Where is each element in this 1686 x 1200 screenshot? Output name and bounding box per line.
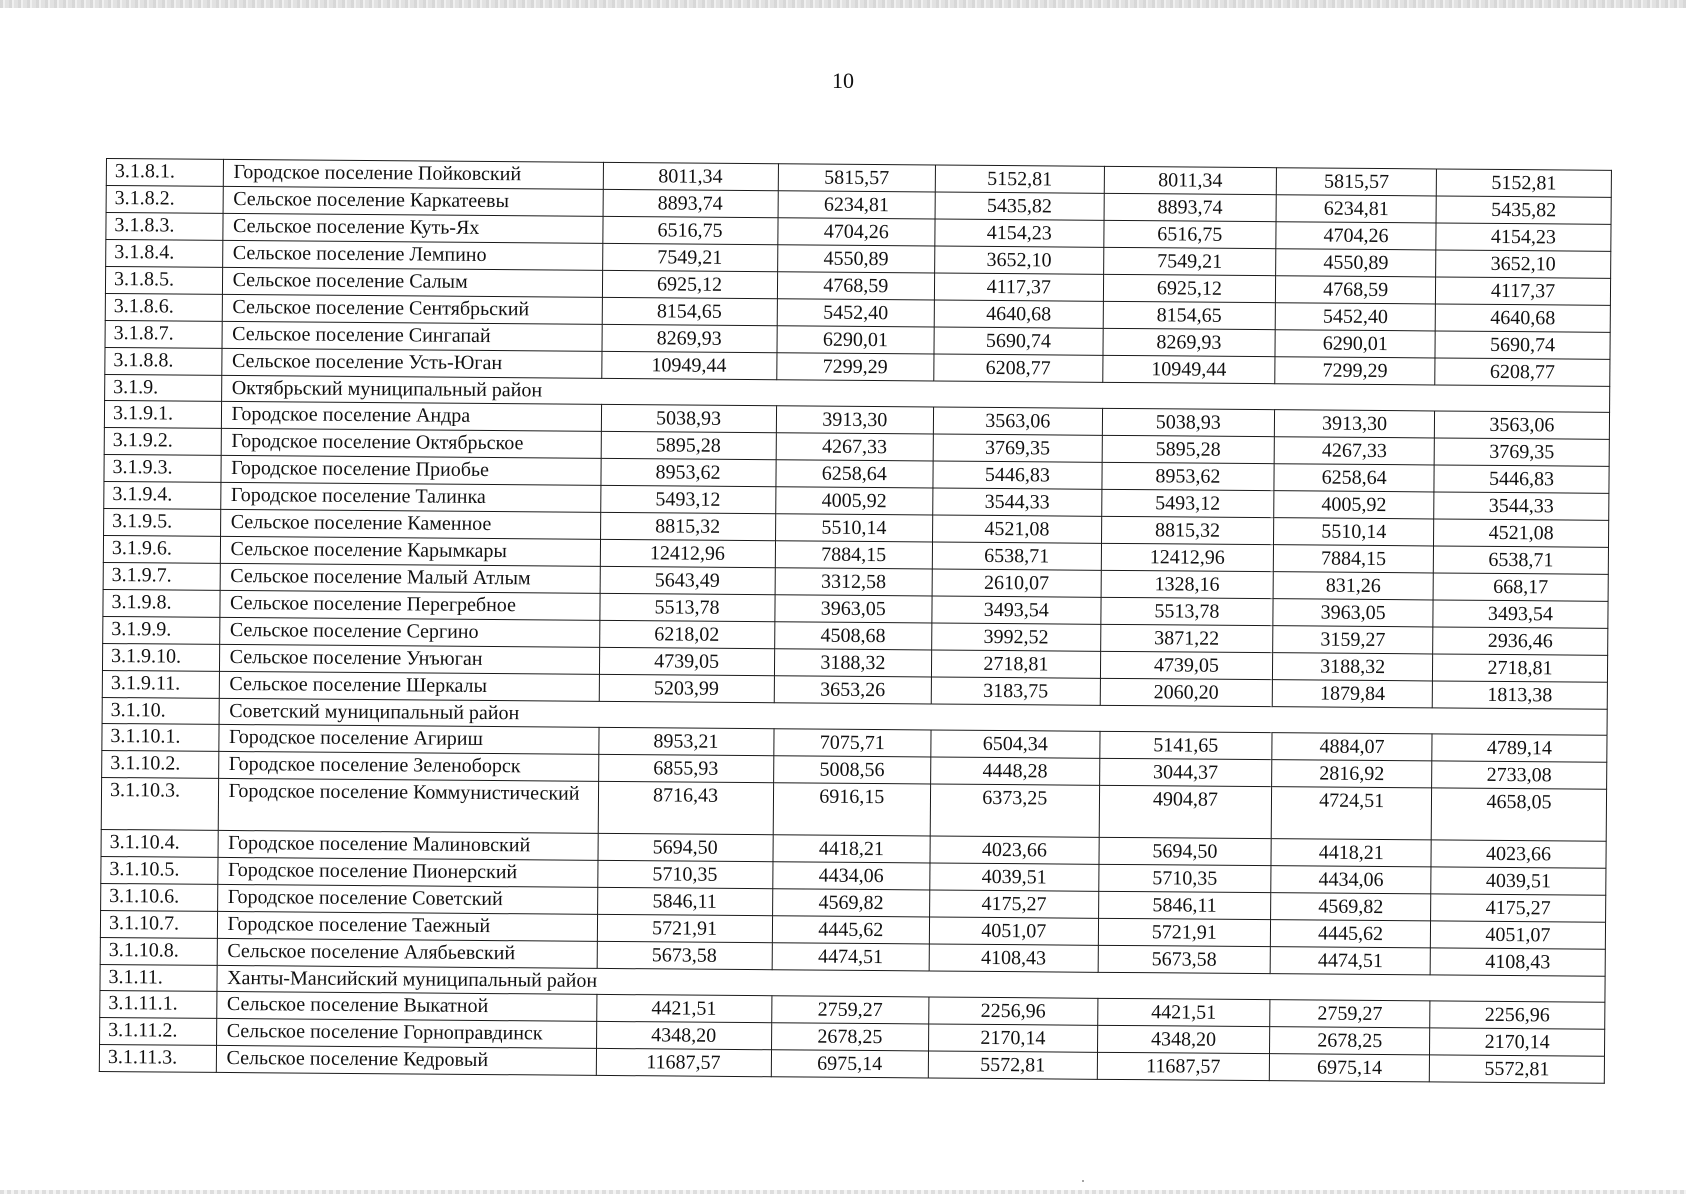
value-cell: 7299,29 — [1275, 357, 1435, 385]
row-code: 3.1.9.1. — [104, 400, 221, 428]
scan-speck — [1082, 1180, 1084, 1182]
value-cell: 5694,50 — [1099, 837, 1272, 865]
value-cell: 3183,75 — [931, 677, 1100, 705]
data-table — [99, 158, 1612, 1084]
settlement-name: Сельское поселение Сергино — [219, 617, 599, 647]
value-cell: 4768,59 — [777, 272, 935, 300]
row-code: 3.1.9.2. — [104, 427, 221, 455]
value-cell: 4658,05 — [1431, 788, 1606, 841]
value-cell: 8953,62 — [601, 458, 776, 486]
value-cell: 5452,40 — [1275, 303, 1435, 331]
settlement-name: Городское поселение Советский — [217, 884, 597, 914]
value-cell: 3188,32 — [774, 649, 932, 677]
value-cell: 4640,68 — [1435, 304, 1610, 332]
settlement-name: Сельское поселение Алябьевский — [217, 938, 597, 968]
settlement-name: Городское поселение Зеленоборск — [218, 751, 598, 781]
value-cell: 3493,54 — [932, 596, 1101, 624]
value-cell: 6258,64 — [1274, 464, 1434, 492]
value-cell: 4117,37 — [1435, 277, 1610, 305]
value-cell: 5141,65 — [1099, 731, 1272, 759]
value-cell: 6975,14 — [771, 1050, 929, 1078]
value-cell: 4421,51 — [596, 994, 771, 1022]
value-cell: 4023,66 — [930, 836, 1099, 864]
value-cell: 8269,93 — [602, 324, 777, 352]
row-code: 3.1.9.6. — [103, 535, 220, 563]
value-cell: 5721,91 — [597, 914, 772, 942]
value-cell: 6925,12 — [1103, 274, 1276, 302]
row-code: 3.1.8.4. — [106, 240, 223, 268]
value-cell: 7549,21 — [602, 243, 777, 271]
value-cell: 4739,05 — [599, 647, 774, 675]
value-cell: 3159,27 — [1273, 626, 1433, 654]
value-cell: 3544,33 — [933, 488, 1102, 516]
value-cell: 2678,25 — [771, 1023, 929, 1051]
row-code: 3.1.11.3. — [99, 1044, 216, 1072]
value-cell: 5435,82 — [935, 192, 1104, 220]
value-cell: 4267,33 — [776, 433, 934, 461]
value-cell: 4508,68 — [774, 622, 932, 650]
value-cell: 5008,56 — [773, 756, 931, 784]
value-cell: 6234,81 — [778, 191, 936, 219]
row-code: 3.1.9.3. — [104, 454, 221, 482]
value-cell: 5452,40 — [777, 299, 935, 327]
value-cell: 2170,14 — [929, 1024, 1098, 1052]
value-cell: 4448,28 — [931, 757, 1100, 785]
value-cell: 6925,12 — [602, 270, 777, 298]
value-cell: 4051,07 — [929, 917, 1098, 945]
value-cell: 4445,62 — [1271, 920, 1431, 948]
value-cell: 4108,43 — [929, 944, 1098, 972]
value-cell: 4005,92 — [1274, 491, 1434, 519]
settlement-name: Сельское поселение Карымкары — [220, 536, 600, 566]
value-cell: 6516,75 — [602, 216, 777, 244]
value-cell: 2256,96 — [929, 997, 1098, 1025]
settlement-name: Сельское поселение Сентябрьский — [222, 294, 602, 324]
value-cell: 6208,77 — [1435, 358, 1610, 386]
value-cell: 5721,91 — [1098, 918, 1271, 946]
value-cell: 5846,11 — [597, 887, 772, 915]
value-cell: 4550,89 — [777, 245, 935, 273]
row-code: 3.1.10.5. — [101, 856, 218, 884]
value-cell: 4474,51 — [772, 943, 930, 971]
value-cell: 3992,52 — [932, 623, 1101, 651]
value-cell: 3653,26 — [774, 676, 932, 704]
value-cell: 7884,15 — [775, 541, 933, 569]
value-cell: 5572,81 — [1429, 1055, 1604, 1083]
row-code: 3.1.8.3. — [106, 213, 223, 241]
value-cell: 4154,23 — [935, 219, 1104, 247]
value-cell: 8011,34 — [1104, 166, 1277, 194]
value-cell: 6516,75 — [1103, 220, 1276, 248]
value-cell: 8815,32 — [600, 512, 775, 540]
value-cell: 5815,57 — [1277, 168, 1437, 196]
value-cell: 4175,27 — [1431, 894, 1606, 922]
value-cell: 7075,71 — [773, 729, 931, 757]
value-cell: 8011,34 — [603, 162, 778, 190]
value-cell: 2060,20 — [1100, 678, 1273, 706]
value-cell: 5895,28 — [1102, 435, 1275, 463]
value-cell: 5710,35 — [1098, 864, 1271, 892]
value-cell: 6855,93 — [598, 754, 773, 782]
value-cell: 3769,35 — [933, 434, 1102, 462]
row-code: 3.1.10. — [102, 697, 219, 724]
settlement-name: Сельское поселение Лемпино — [222, 240, 602, 270]
value-cell: 5673,58 — [597, 941, 772, 969]
value-cell: 5643,49 — [600, 566, 775, 594]
value-cell: 5435,82 — [1436, 196, 1611, 224]
value-cell: 5203,99 — [599, 674, 774, 702]
row-code: 3.1.10.3. — [101, 777, 218, 830]
value-cell: 5510,14 — [1274, 518, 1434, 546]
value-cell: 4704,26 — [777, 218, 935, 246]
value-cell: 7299,29 — [776, 353, 934, 381]
value-cell: 3312,58 — [775, 568, 933, 596]
value-cell: 6208,77 — [934, 354, 1103, 382]
row-code: 3.1.8.8. — [105, 347, 222, 375]
value-cell: 5152,81 — [1436, 169, 1611, 197]
value-cell: 12412,96 — [1101, 543, 1274, 571]
value-cell: 3769,35 — [1434, 438, 1609, 466]
value-cell: 3563,06 — [1434, 411, 1609, 439]
row-code: 3.1.11. — [100, 964, 217, 991]
value-cell: 4051,07 — [1430, 921, 1605, 949]
value-cell: 4704,26 — [1276, 222, 1436, 250]
settlement-name: Сельское поселение Каменное — [220, 509, 600, 539]
value-cell: 2759,27 — [1270, 1000, 1430, 1028]
value-cell: 10949,44 — [601, 351, 776, 379]
settlement-name: Сельское поселение Салым — [222, 267, 602, 297]
value-cell: 8953,62 — [1101, 462, 1274, 490]
value-cell: 5694,50 — [598, 833, 773, 861]
row-code: 3.1.10.2. — [102, 750, 219, 778]
settlement-name: Городское поселение Агириш — [218, 724, 598, 754]
row-code: 3.1.11.1. — [100, 990, 217, 1018]
document-sheet — [99, 158, 1612, 1084]
value-cell: 5510,14 — [775, 514, 933, 542]
value-cell: 3652,10 — [1436, 250, 1611, 278]
value-cell: 3563,06 — [933, 407, 1102, 435]
settlement-name: Городское поселение Малиновский — [218, 830, 598, 860]
value-cell: 6234,81 — [1276, 195, 1436, 223]
value-cell: 3913,30 — [1275, 410, 1435, 438]
row-code: 3.1.10.4. — [101, 829, 218, 857]
value-cell: 5152,81 — [935, 165, 1104, 193]
value-cell: 4569,82 — [772, 889, 930, 917]
value-cell: 4474,51 — [1270, 947, 1430, 975]
value-cell: 12412,96 — [600, 539, 775, 567]
row-code: 3.1.8.2. — [106, 186, 223, 214]
value-cell: 2610,07 — [932, 569, 1101, 597]
value-cell: 4884,07 — [1272, 733, 1432, 761]
value-cell: 4521,08 — [1434, 519, 1609, 547]
value-cell: 3963,05 — [774, 595, 932, 623]
value-cell: 5572,81 — [928, 1051, 1097, 1079]
settlement-name: Сельское поселение Унъюган — [219, 644, 599, 674]
value-cell: 5493,12 — [1101, 489, 1274, 517]
value-cell: 4724,51 — [1271, 787, 1431, 840]
value-cell: 5446,83 — [933, 461, 1102, 489]
value-cell: 3544,33 — [1434, 492, 1609, 520]
value-cell: 4421,51 — [1097, 998, 1270, 1026]
scan-edge-top — [0, 0, 1686, 8]
value-cell: 4348,20 — [1097, 1025, 1270, 1053]
value-cell: 5513,78 — [1100, 597, 1273, 625]
value-cell: 2816,92 — [1272, 760, 1432, 788]
settlement-name: Городское поселение Таежный — [217, 911, 597, 941]
section-title: Октябрьский муниципальный район — [221, 375, 1610, 412]
value-cell: 8953,21 — [598, 727, 773, 755]
value-cell: 6218,02 — [599, 620, 774, 648]
value-cell: 4418,21 — [772, 835, 930, 863]
value-cell: 4154,23 — [1436, 223, 1611, 251]
value-cell: 2733,08 — [1432, 761, 1607, 789]
page-number: 10 — [832, 68, 854, 93]
value-cell: 6258,64 — [775, 460, 933, 488]
table-body — [99, 159, 1611, 1084]
value-cell: 8154,65 — [1103, 301, 1276, 329]
value-cell: 4175,27 — [930, 890, 1099, 918]
row-code: 3.1.10.1. — [102, 723, 219, 751]
value-cell: 3044,37 — [1099, 758, 1272, 786]
value-cell: 6290,01 — [776, 326, 934, 354]
row-code: 3.1.10.6. — [101, 883, 218, 911]
value-cell: 5846,11 — [1098, 891, 1271, 919]
row-code: 3.1.8.6. — [105, 293, 222, 321]
value-cell: 4445,62 — [772, 916, 930, 944]
value-cell: 5038,93 — [601, 404, 776, 432]
value-cell: 1328,16 — [1101, 570, 1274, 598]
value-cell: 8154,65 — [602, 297, 777, 325]
value-cell: 8893,74 — [1104, 193, 1277, 221]
value-cell: 4108,43 — [1430, 948, 1605, 976]
settlement-name: Городское поселение Талинка — [220, 482, 600, 512]
value-cell: 5710,35 — [597, 860, 772, 888]
value-cell: 1879,84 — [1272, 680, 1432, 708]
value-cell: 4789,14 — [1432, 734, 1607, 762]
value-cell: 3913,30 — [776, 406, 934, 434]
value-cell: 6538,71 — [1433, 546, 1608, 574]
value-cell: 2256,96 — [1430, 1001, 1605, 1029]
settlement-name: Городское поселение Приобье — [221, 455, 601, 485]
row-code: 3.1.8.7. — [105, 320, 222, 348]
row-code: 3.1.9. — [105, 374, 222, 401]
settlement-name: Городское поселение Октябрьское — [221, 428, 601, 458]
value-cell: 11687,57 — [1097, 1052, 1270, 1080]
row-code: 3.1.8.1. — [106, 159, 223, 187]
value-cell: 7884,15 — [1274, 545, 1434, 573]
section-title: Советский муниципальный район — [219, 698, 1608, 735]
value-cell: 3188,32 — [1273, 653, 1433, 681]
row-code: 3.1.9.7. — [103, 562, 220, 590]
value-cell: 5815,57 — [778, 164, 936, 192]
value-cell: 4569,82 — [1271, 893, 1431, 921]
value-cell: 5446,83 — [1434, 465, 1609, 493]
value-cell: 4434,06 — [1271, 866, 1431, 894]
row-code: 3.1.9.9. — [103, 616, 220, 644]
value-cell: 5493,12 — [600, 485, 775, 513]
value-cell: 8893,74 — [603, 189, 778, 217]
value-cell: 6975,14 — [1270, 1054, 1430, 1082]
value-cell: 2678,25 — [1270, 1027, 1430, 1055]
value-cell: 4267,33 — [1274, 437, 1434, 465]
value-cell: 6373,25 — [930, 784, 1099, 837]
value-cell: 4640,68 — [934, 300, 1103, 328]
value-cell: 10949,44 — [1102, 355, 1275, 383]
value-cell: 2718,81 — [1432, 654, 1607, 682]
value-cell: 4418,21 — [1271, 839, 1431, 867]
settlement-name: Сельское поселение Куть-Ях — [222, 213, 602, 243]
value-cell: 8716,43 — [598, 781, 773, 834]
value-cell: 8815,32 — [1101, 516, 1274, 544]
row-code: 3.1.9.5. — [104, 508, 221, 536]
row-code: 3.1.8.5. — [105, 267, 222, 295]
value-cell: 2718,81 — [932, 650, 1101, 678]
value-cell: 4434,06 — [772, 862, 930, 890]
value-cell: 6916,15 — [773, 783, 931, 836]
value-cell: 4039,51 — [930, 863, 1099, 891]
value-cell: 2759,27 — [771, 996, 929, 1024]
row-code: 3.1.10.8. — [100, 937, 217, 965]
value-cell: 5673,58 — [1098, 945, 1271, 973]
row-code: 3.1.9.10. — [102, 643, 219, 671]
settlement-name: Городское поселение Андра — [221, 401, 601, 431]
value-cell: 4023,66 — [1431, 840, 1606, 868]
row-code: 3.1.9.4. — [104, 481, 221, 509]
settlement-name: Городское поселение Пионерский — [217, 857, 597, 887]
settlement-name: Сельское поселение Кедровый — [216, 1045, 596, 1075]
settlement-name: Сельское поселение Горноправдинск — [216, 1018, 596, 1048]
value-cell: 4768,59 — [1276, 276, 1436, 304]
value-cell: 5690,74 — [934, 327, 1103, 355]
value-cell: 4739,05 — [1100, 651, 1273, 679]
value-cell: 5895,28 — [601, 431, 776, 459]
value-cell: 3871,22 — [1100, 624, 1273, 652]
value-cell: 5690,74 — [1435, 331, 1610, 359]
settlement-name: Городское поселение Коммунистический — [218, 778, 598, 833]
settlement-name: Сельское поселение Каркатеевы — [223, 186, 603, 216]
settlement-name: Сельское поселение Сингапай — [222, 321, 602, 351]
value-cell: 4005,92 — [775, 487, 933, 515]
value-cell: 4039,51 — [1431, 867, 1606, 895]
value-cell: 668,17 — [1433, 573, 1608, 601]
value-cell: 6290,01 — [1275, 330, 1435, 358]
value-cell: 6504,34 — [931, 730, 1100, 758]
value-cell: 3963,05 — [1273, 599, 1433, 627]
value-cell: 3493,54 — [1433, 600, 1608, 628]
row-code: 3.1.10.7. — [100, 910, 217, 938]
value-cell: 3652,10 — [935, 246, 1104, 274]
value-cell: 4521,08 — [933, 515, 1102, 543]
value-cell: 11687,57 — [596, 1048, 771, 1076]
value-cell: 6538,71 — [932, 542, 1101, 570]
value-cell: 2170,14 — [1430, 1028, 1605, 1056]
value-cell: 5038,93 — [1102, 408, 1275, 436]
value-cell: 831,26 — [1273, 572, 1433, 600]
value-cell: 8269,93 — [1103, 328, 1276, 356]
value-cell: 4904,87 — [1099, 785, 1272, 838]
value-cell: 1813,38 — [1432, 681, 1607, 709]
value-cell: 4348,20 — [596, 1021, 771, 1049]
settlement-name: Сельское поселение Усть-Юган — [221, 348, 601, 378]
value-cell: 4550,89 — [1276, 249, 1436, 277]
settlement-name: Сельское поселение Выкатной — [216, 991, 596, 1021]
settlement-name: Сельское поселение Перегребное — [219, 590, 599, 620]
value-cell: 7549,21 — [1103, 247, 1276, 275]
value-cell: 2936,46 — [1433, 627, 1608, 655]
row-code: 3.1.9.8. — [103, 589, 220, 617]
settlement-name: Городское поселение Пойковский — [223, 159, 603, 189]
settlement-name: Сельское поселение Шеркалы — [219, 671, 599, 701]
settlement-name: Сельское поселение Малый Атлым — [220, 563, 600, 593]
scan-edge-bottom — [0, 1190, 1686, 1194]
value-cell: 4117,37 — [935, 273, 1104, 301]
row-code: 3.1.9.11. — [102, 670, 219, 698]
section-title: Ханты-Мансийский муниципальный район — [217, 965, 1606, 1002]
value-cell: 5513,78 — [599, 593, 774, 621]
row-code: 3.1.11.2. — [100, 1017, 217, 1045]
